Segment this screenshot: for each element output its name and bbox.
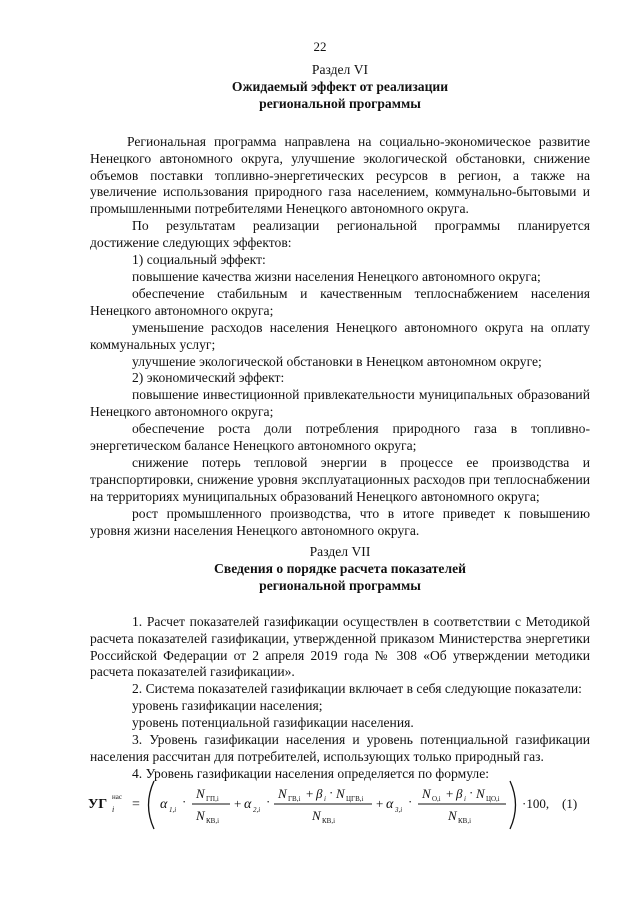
section-7-title-line-1: Сведения о порядке расчета показателей [214, 560, 466, 576]
formula-frac1-num: N [196, 786, 205, 801]
paragraph: 1. Расчет показателей газификации осуществлен в соответствии с Методикой расчета показателей газификации, утвержденной приказом Министерства энергетики Российской Федерации от 2 апреля 2019 года № 308 «Об утверждении методики расчета показателей газификации». [90, 613, 590, 680]
formula-lhs-sub: i [112, 805, 115, 814]
formula-frac3-num-c: N [476, 786, 485, 801]
formula-plus: + [234, 796, 242, 811]
formula-dot: · [408, 794, 413, 809]
formula-alpha-1: α [160, 797, 168, 812]
formula-dot: · [329, 785, 334, 800]
formula-alpha-2: α [244, 797, 252, 812]
formula-equals: = [132, 797, 140, 812]
formula-frac3-num-b-sub: i [464, 795, 466, 803]
formula-frac1-den-sub: КВ,i [206, 817, 220, 825]
formula-tail: ·100, [522, 796, 550, 811]
formula-frac1-num-sub: ГП,i [206, 795, 219, 803]
section-6-heading [90, 62, 590, 113]
formula-left-paren [149, 781, 155, 829]
formula-frac3-num-a: N [422, 786, 431, 801]
formula-alpha-3: α [386, 797, 394, 812]
formula-svg [88, 775, 588, 835]
formula-plus: + [306, 786, 314, 801]
formula-dot: · [182, 794, 187, 809]
formula-frac1-den: N [196, 808, 205, 823]
paragraph: 4. Уровень газификации населения определяется по формуле: [132, 765, 490, 781]
page-number: 22 [313, 39, 327, 54]
paragraph: 2. Система показателей газификации включает в себя следующие показатели: [132, 681, 582, 697]
section-6-title-line-2: региональной программы [259, 95, 421, 111]
paragraph: повышение качества жизни населения Ненецкого автономного округа; [132, 268, 541, 284]
formula-frac2-num-b-sub: i [324, 795, 326, 803]
formula-frac2-den-sub: КВ,i [322, 817, 336, 825]
formula-frac2-num-a-sub: ГВ,i [288, 795, 301, 803]
formula-alpha-3-sub: 3,i [395, 806, 403, 814]
formula-frac2-num-c: N [336, 786, 345, 801]
formula-plus: + [446, 786, 454, 801]
formula-frac2-num-b: β [316, 786, 323, 801]
formula-number: (1) [562, 796, 578, 811]
formula-frac3-num-b: β [456, 786, 463, 801]
formula-alpha-2-sub: 2,i [253, 806, 261, 814]
formula-frac2-den: N [312, 808, 321, 823]
formula-alpha-1-sub: 1,i [169, 806, 177, 814]
formula-dot: · [266, 794, 271, 809]
paragraph: обеспечение стабильным и качественным теплоснабжением населения Ненецкого автономного округа; [90, 285, 590, 318]
section-7 [90, 544, 590, 783]
paragraph: уменьшение расходов населения Ненецкого автономного округа на оплату коммунальных услуг; [90, 319, 590, 352]
formula-frac3-num-c-sub: ЦО,i [486, 795, 500, 803]
formula-frac2-num-a: N [278, 786, 287, 801]
formula-1 [88, 775, 588, 835]
paragraph: 3. Уровень газификации населения и уровень потенциальной газификации населения рассчитан для потребителей, использующих только природный газ. [90, 732, 590, 764]
paragraph: рост промышленного производства, что в итоге приведет к повышению уровня жизни населения Ненецкого автономного округа. [90, 505, 590, 538]
formula-lhs: УГ [88, 797, 108, 812]
section-7-title-line-2: региональной программы [259, 577, 421, 593]
paragraph: уровень потенциальной газификации населения. [132, 715, 414, 731]
formula-frac3-den: N [448, 808, 457, 823]
formula-frac3-den-sub: КВ,i [458, 817, 472, 825]
formula-lhs-sup: нас [112, 793, 122, 801]
paragraph: По результатам реализации региональной программы планируется достижение следующих эффектов: [90, 218, 590, 251]
formula-frac3-num-a-sub: О,i [432, 795, 441, 803]
section-7-heading [90, 544, 590, 595]
paragraph: Региональная программа направлена на социально-экономическое развитие Ненецкого автономного округа, улучшение экологической обстановки, снижение объемов поставки топливно-энергетических ресурсов в регион, а также на увеличение использования природного газа населением, коммунально-бытовыми и промышленными потребителями Ненецкого автономного округа. [90, 133, 590, 217]
paragraph: снижение потерь тепловой энергии в процессе ее производства и транспортировки, снижение уровня эксплуатационных расходов при теплоснабжении на территориях муниципальных образований Ненецкого автономного округа; [90, 454, 590, 504]
section-6-title-line-1: Ожидаемый эффект от реализации [231, 78, 449, 94]
section-6-label: Раздел VI [311, 62, 369, 77]
formula-dot: · [469, 785, 474, 800]
paragraph: улучшение экологической обстановки в Ненецком автономном округе; [132, 353, 542, 369]
paragraph: 1) социальный эффект: [132, 252, 266, 268]
formula-plus: + [376, 796, 384, 811]
formula-right-paren [510, 781, 516, 829]
section-6 [90, 62, 590, 539]
section-7-label: Раздел VII [309, 544, 371, 559]
paragraph: повышение инвестиционной привлекательности муниципальных образований Ненецкого автономного округа; [90, 387, 590, 420]
paragraph: уровень газификации населения; [132, 698, 323, 714]
paragraph: обеспечение роста доли потребления природного газа в топливно-энергетическом балансе Ненецкого автономного округа; [90, 421, 590, 454]
formula-frac2-num-c-sub: ЦГВ,i [346, 795, 364, 803]
paragraph: 2) экономический эффект: [132, 370, 285, 386]
